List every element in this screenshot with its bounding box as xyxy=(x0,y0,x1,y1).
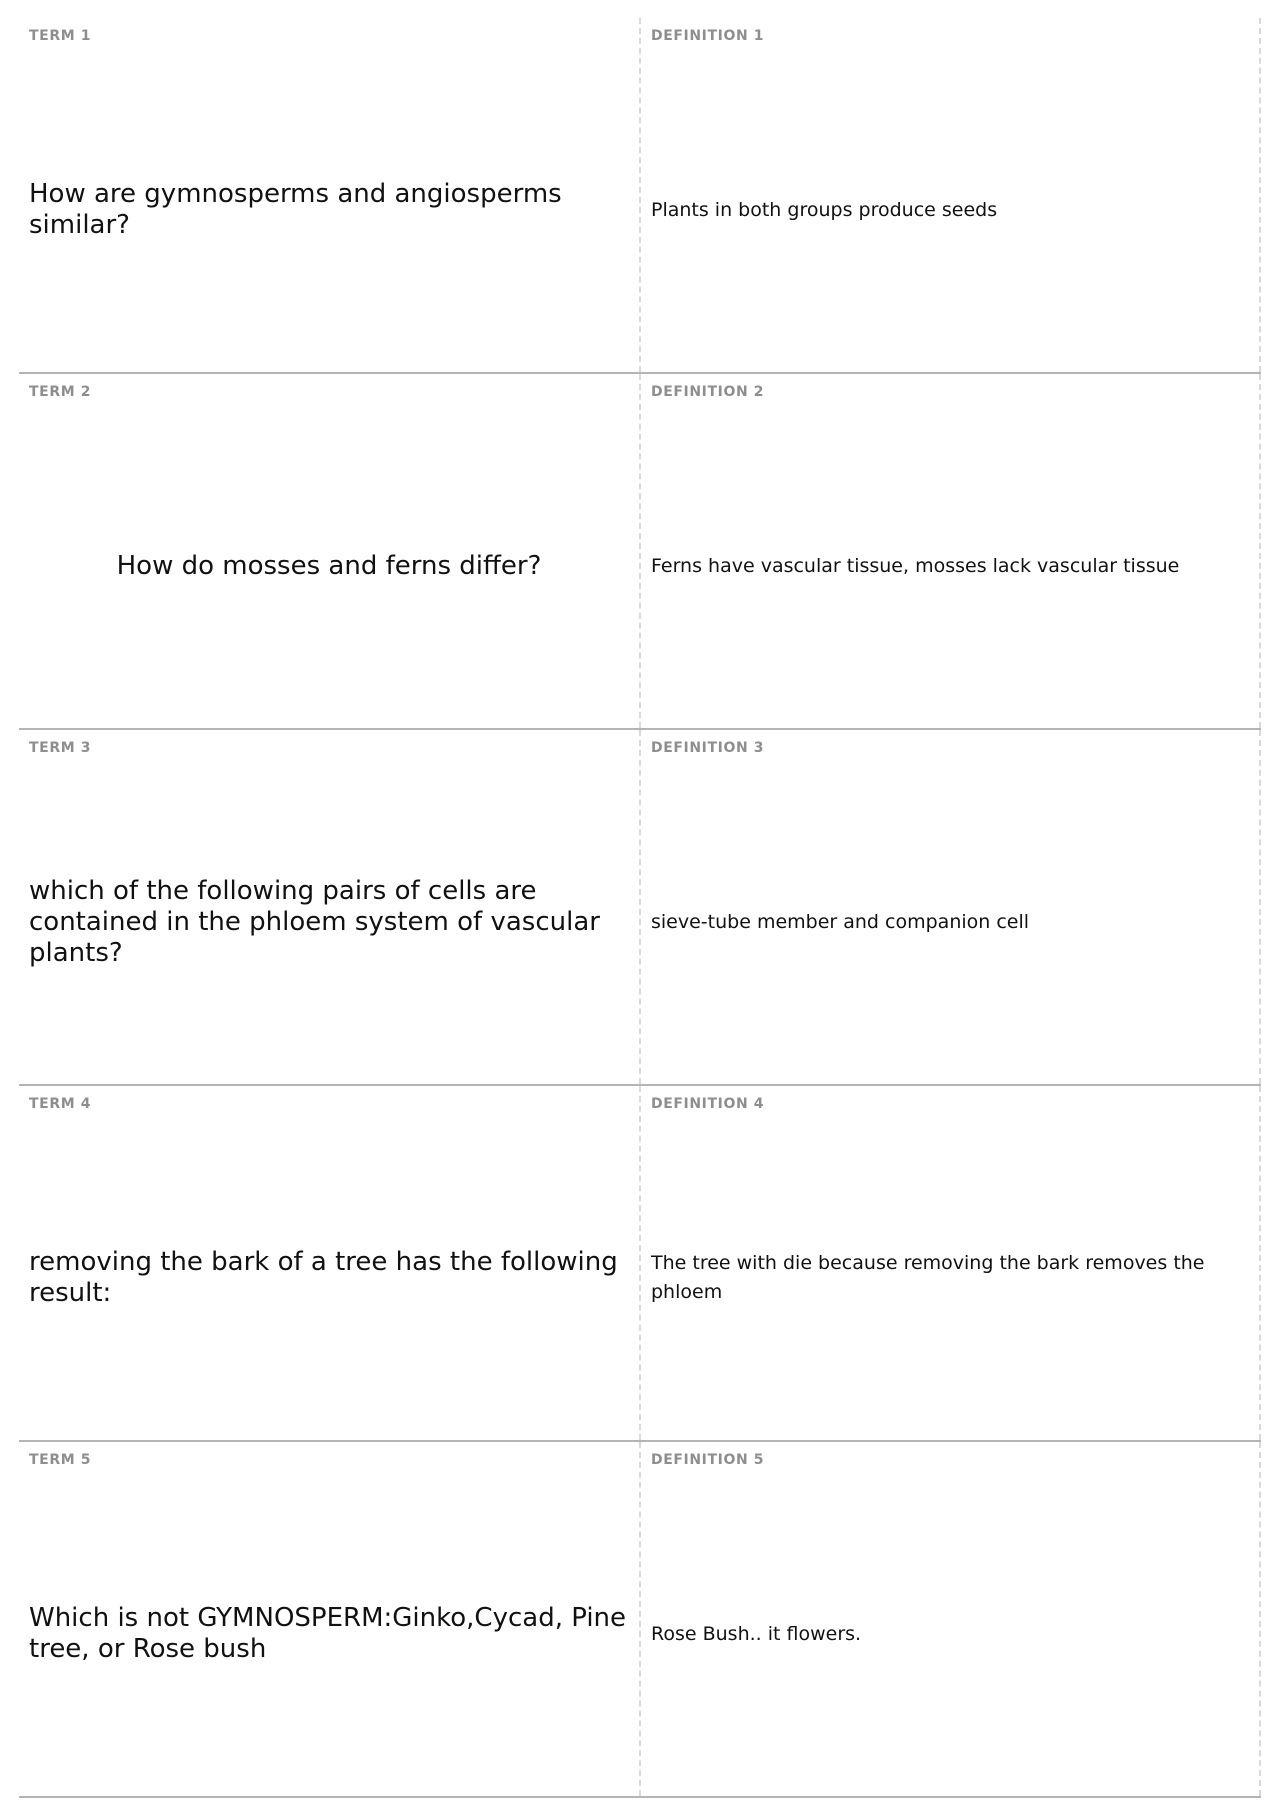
definition-text: Rose Bush.. it flowers. xyxy=(651,1622,862,1645)
definition-label: DEFINITION 1 xyxy=(651,28,765,44)
definition-text: Ferns have vascular tissue, mosses lack vascular tissue xyxy=(651,554,1180,577)
term-label: TERM 5 xyxy=(29,1452,92,1468)
definition-text: Plants in both groups produce seeds xyxy=(651,198,998,221)
term-cell xyxy=(19,18,641,372)
definition-label: DEFINITION 5 xyxy=(651,1452,765,1468)
definition-label: DEFINITION 3 xyxy=(651,740,765,756)
card-row-1 xyxy=(19,18,1261,374)
term-text: How do mosses and ferns differ? xyxy=(116,550,542,581)
card-row-5 xyxy=(19,1442,1261,1798)
card-row-4 xyxy=(19,1086,1261,1442)
definition-cell xyxy=(641,374,1261,728)
definition-cell xyxy=(641,18,1261,372)
term-cell xyxy=(19,1442,641,1796)
definition-text: sieve-tube member and companion cell xyxy=(651,910,1030,933)
flashcard-sheet xyxy=(19,18,1261,1798)
definition-label: DEFINITION 2 xyxy=(651,384,765,400)
definition-text: The tree with die because removing the bark removes the phloem xyxy=(651,1252,1205,1303)
term-cell xyxy=(19,1086,641,1440)
definition-cell xyxy=(641,730,1261,1084)
definition-cell xyxy=(641,1442,1261,1796)
term-cell xyxy=(19,730,641,1084)
definition-label: DEFINITION 4 xyxy=(651,1096,765,1112)
term-text: Which is not GYMNOSPERM:Ginko,Cycad, Pine tree, or Rose bush xyxy=(29,1603,627,1664)
term-text: How are gymnosperms and angiosperms similar? xyxy=(29,179,562,240)
definition-cell xyxy=(641,1086,1261,1440)
term-cell xyxy=(19,374,641,728)
term-label: TERM 1 xyxy=(29,28,92,44)
term-text: which of the following pairs of cells are contained in the phloem system of vascular plants? xyxy=(29,875,600,968)
term-label: TERM 4 xyxy=(29,1096,92,1112)
card-row-3 xyxy=(19,730,1261,1086)
term-label: TERM 2 xyxy=(29,384,92,400)
term-label: TERM 3 xyxy=(29,740,92,756)
card-row-2 xyxy=(19,374,1261,730)
term-text: removing the bark of a tree has the following result: xyxy=(29,1247,618,1308)
